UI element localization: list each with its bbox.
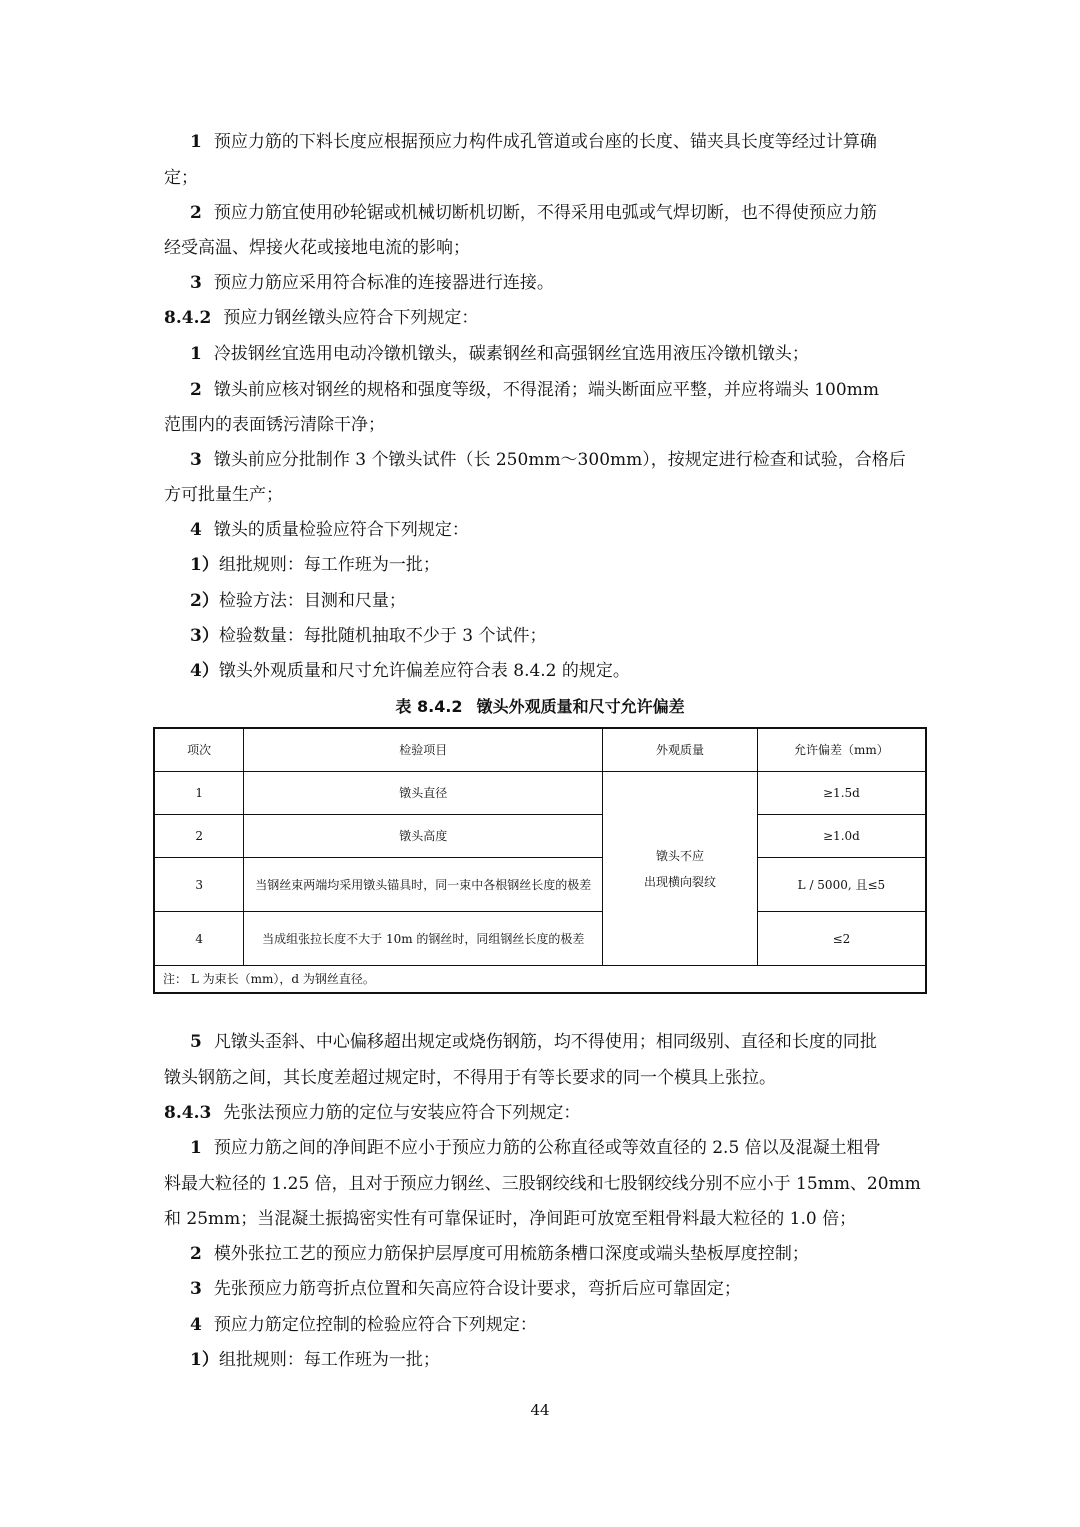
tolerance-value: ≤2 [757,912,926,966]
inspection-item: 当钢丝束两端均采用镦头锚具时，同一束中各根钢丝长度的极差 [244,858,603,912]
clause-item: 1 预应力筋之间的净间距不应小于预应力筋的公称直径或等效直径的 2.5 倍以及混凝土粗骨 [190,1138,881,1158]
table-row [154,912,926,966]
inspection-item: 当成组张拉长度不大于 10m 的钢丝时，同组钢丝长度的极差 [244,912,603,966]
clause-item: 3 镦头前应分批制作 3 个镦头试件（长 250mm～300mm），按规定进行检查和试验，合格后 [190,450,906,470]
tolerance-value: ≥1.5d [757,772,926,815]
table-caption: 表 8.4.2 镦头外观质量和尺寸允许偏差 [395,697,685,716]
header-cell: 项次 [154,728,244,772]
section-heading-8-4-2: 8.4.2 预应力钢丝镦头应符合下列规定： [164,308,479,328]
clause-item: 2 预应力筋宜使用砂轮锯或机械切断机切断，不得采用电弧或气焊切断，也不得使预应力筋 [190,203,877,223]
sub-item: 4）镦头外观质量和尺寸允许偏差应符合表 8.4.2 的规定。 [190,661,630,681]
table-note: 注： L 为束长（mm），d 为钢丝直径。 [154,966,926,994]
clause-item-cont: 料最大粒径的 1.25 倍，且对于预应力钢丝、三股钢绞线和七股钢绞线分别不应小于 15mm、20mm [164,1174,921,1194]
header-cell: 检验项目 [244,728,603,772]
section-heading-8-4-3: 8.4.3 先张法预应力筋的定位与安装应符合下列规定： [164,1103,581,1123]
clause-item-cont: 镦头钢筋之间，其长度差超过规定时，不得用于有等长要求的同一个模具上张拉。 [164,1068,776,1088]
appearance-quality: 镦头不应 出现横向裂纹 [603,772,758,966]
clause-item-cont: 和 25mm；当混凝土振捣密实性有可靠保证时，净间距可放宽至粗骨料最大粒径的 1.0 倍； [164,1209,857,1229]
row-number: 2 [154,815,244,858]
clause-item: 2 镦头前应核对钢丝的规格和强度等级，不得混淆；端头断面应平整，并应将端头 100mm [190,380,879,400]
table-note-row [154,966,926,994]
row-number: 3 [154,858,244,912]
clause-item-cont: 经受高温、焊接火花或接地电流的影响； [164,238,470,258]
sub-item: 1）组批规则：每工作班为一批； [190,1350,440,1370]
inspection-item: 镦头高度 [244,815,603,858]
clause-item: 2 模外张拉工艺的预应力筋保护层厚度可用梳筋条槽口深度或端头垫板厚度控制； [190,1244,809,1264]
clause-item: 1 冷拔钢丝宜选用电动冷镦机镦头，碳素钢丝和高强钢丝宜选用液压冷镦机镦头； [190,344,809,364]
sub-item: 3）检验数量：每批随机抽取不少于 3 个试件； [190,626,547,646]
clause-item: 1 预应力筋的下料长度应根据预应力构件成孔管道或台座的长度、锚夹具长度等经过计算确 [190,132,877,152]
clause-item: 5 凡镦头歪斜、中心偏移超出规定或烧伤钢筋，均不得使用；相同级别、直径和长度的同批 [190,1032,877,1052]
inspection-item: 镦头直径 [244,772,603,815]
tolerance-value: L / 5000, 且≤5 [757,858,926,912]
clause-item-cont: 定； [164,168,198,188]
table-header-row [154,728,926,772]
clause-item: 4 镦头的质量检验应符合下列规定： [190,520,469,540]
table-row [154,815,926,858]
sub-item: 1）组批规则：每工作班为一批； [190,555,440,575]
tolerance-table [153,727,927,994]
tolerance-value: ≥1.0d [757,815,926,858]
header-cell: 允许偏差（mm） [757,728,926,772]
row-number: 1 [154,772,244,815]
page-number: 44 [530,1401,550,1419]
clause-item-cont: 方可批量生产； [164,485,283,505]
clause-item: 3 先张预应力筋弯折点位置和矢高应符合设计要求，弯折后应可靠固定； [190,1279,741,1299]
sub-item: 2）检验方法：目测和尺量； [190,591,406,611]
table-row [154,772,926,815]
header-cell: 外观质量 [603,728,758,772]
clause-item: 3 预应力筋应采用符合标准的连接器进行连接。 [190,273,554,293]
clause-item: 4 预应力筋定位控制的检验应符合下列规定： [190,1315,537,1335]
clause-item-cont: 范围内的表面锈污清除干净； [164,415,385,435]
row-number: 4 [154,912,244,966]
table-row [154,858,926,912]
